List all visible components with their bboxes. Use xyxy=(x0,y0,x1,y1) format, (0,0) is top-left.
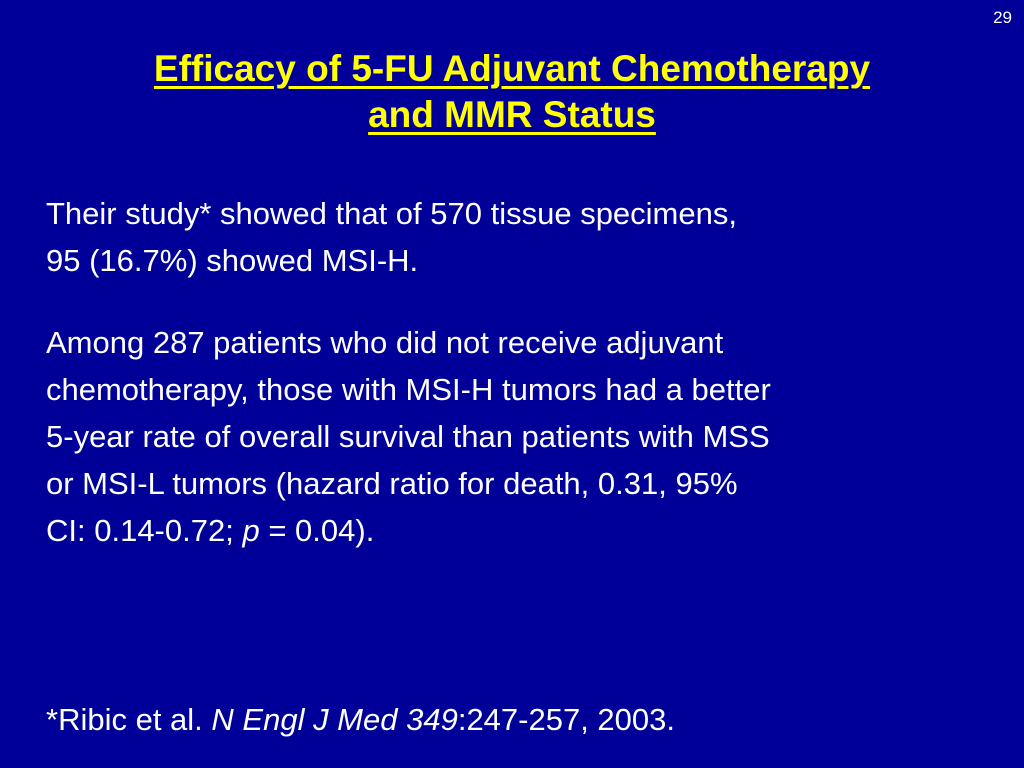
survival-finding-line-5-prefix: CI: 0.14-0.72; xyxy=(46,513,243,548)
p-value-symbol: p xyxy=(242,513,260,548)
survival-finding-line-3: 5-year rate of overall survival than patients with MSS xyxy=(46,419,770,454)
slide-title-line-1: Efficacy of 5-FU Adjuvant Chemotherapy xyxy=(153,48,871,89)
slide-number: 29 xyxy=(993,8,1012,27)
study-summary-paragraph xyxy=(46,190,996,284)
study-summary-line-1: Their study* showed that of 570 tissue specimens, xyxy=(46,196,737,231)
survival-finding-line-2: chemotherapy, those with MSI-H tumors had a better xyxy=(46,372,771,407)
survival-finding-paragraph xyxy=(46,319,996,554)
citation-pages-year: :247-257, 2003. xyxy=(457,702,676,737)
slide-title xyxy=(0,46,1024,138)
study-summary-line-2: 95 (16.7%) showed MSI-H. xyxy=(46,243,419,278)
citation-footnote xyxy=(46,696,675,743)
citation-journal: N Engl J Med 349 xyxy=(211,702,458,737)
citation-authors: *Ribic et al. xyxy=(46,702,212,737)
survival-finding-line-4: or MSI-L tumors (hazard ratio for death, 0.31, 95% xyxy=(46,466,738,501)
survival-finding-line-1: Among 287 patients who did not receive adjuvant xyxy=(46,325,724,360)
survival-finding-line-5-suffix: = 0.04). xyxy=(259,513,375,548)
slide-title-line-2: and MMR Status xyxy=(368,94,656,135)
